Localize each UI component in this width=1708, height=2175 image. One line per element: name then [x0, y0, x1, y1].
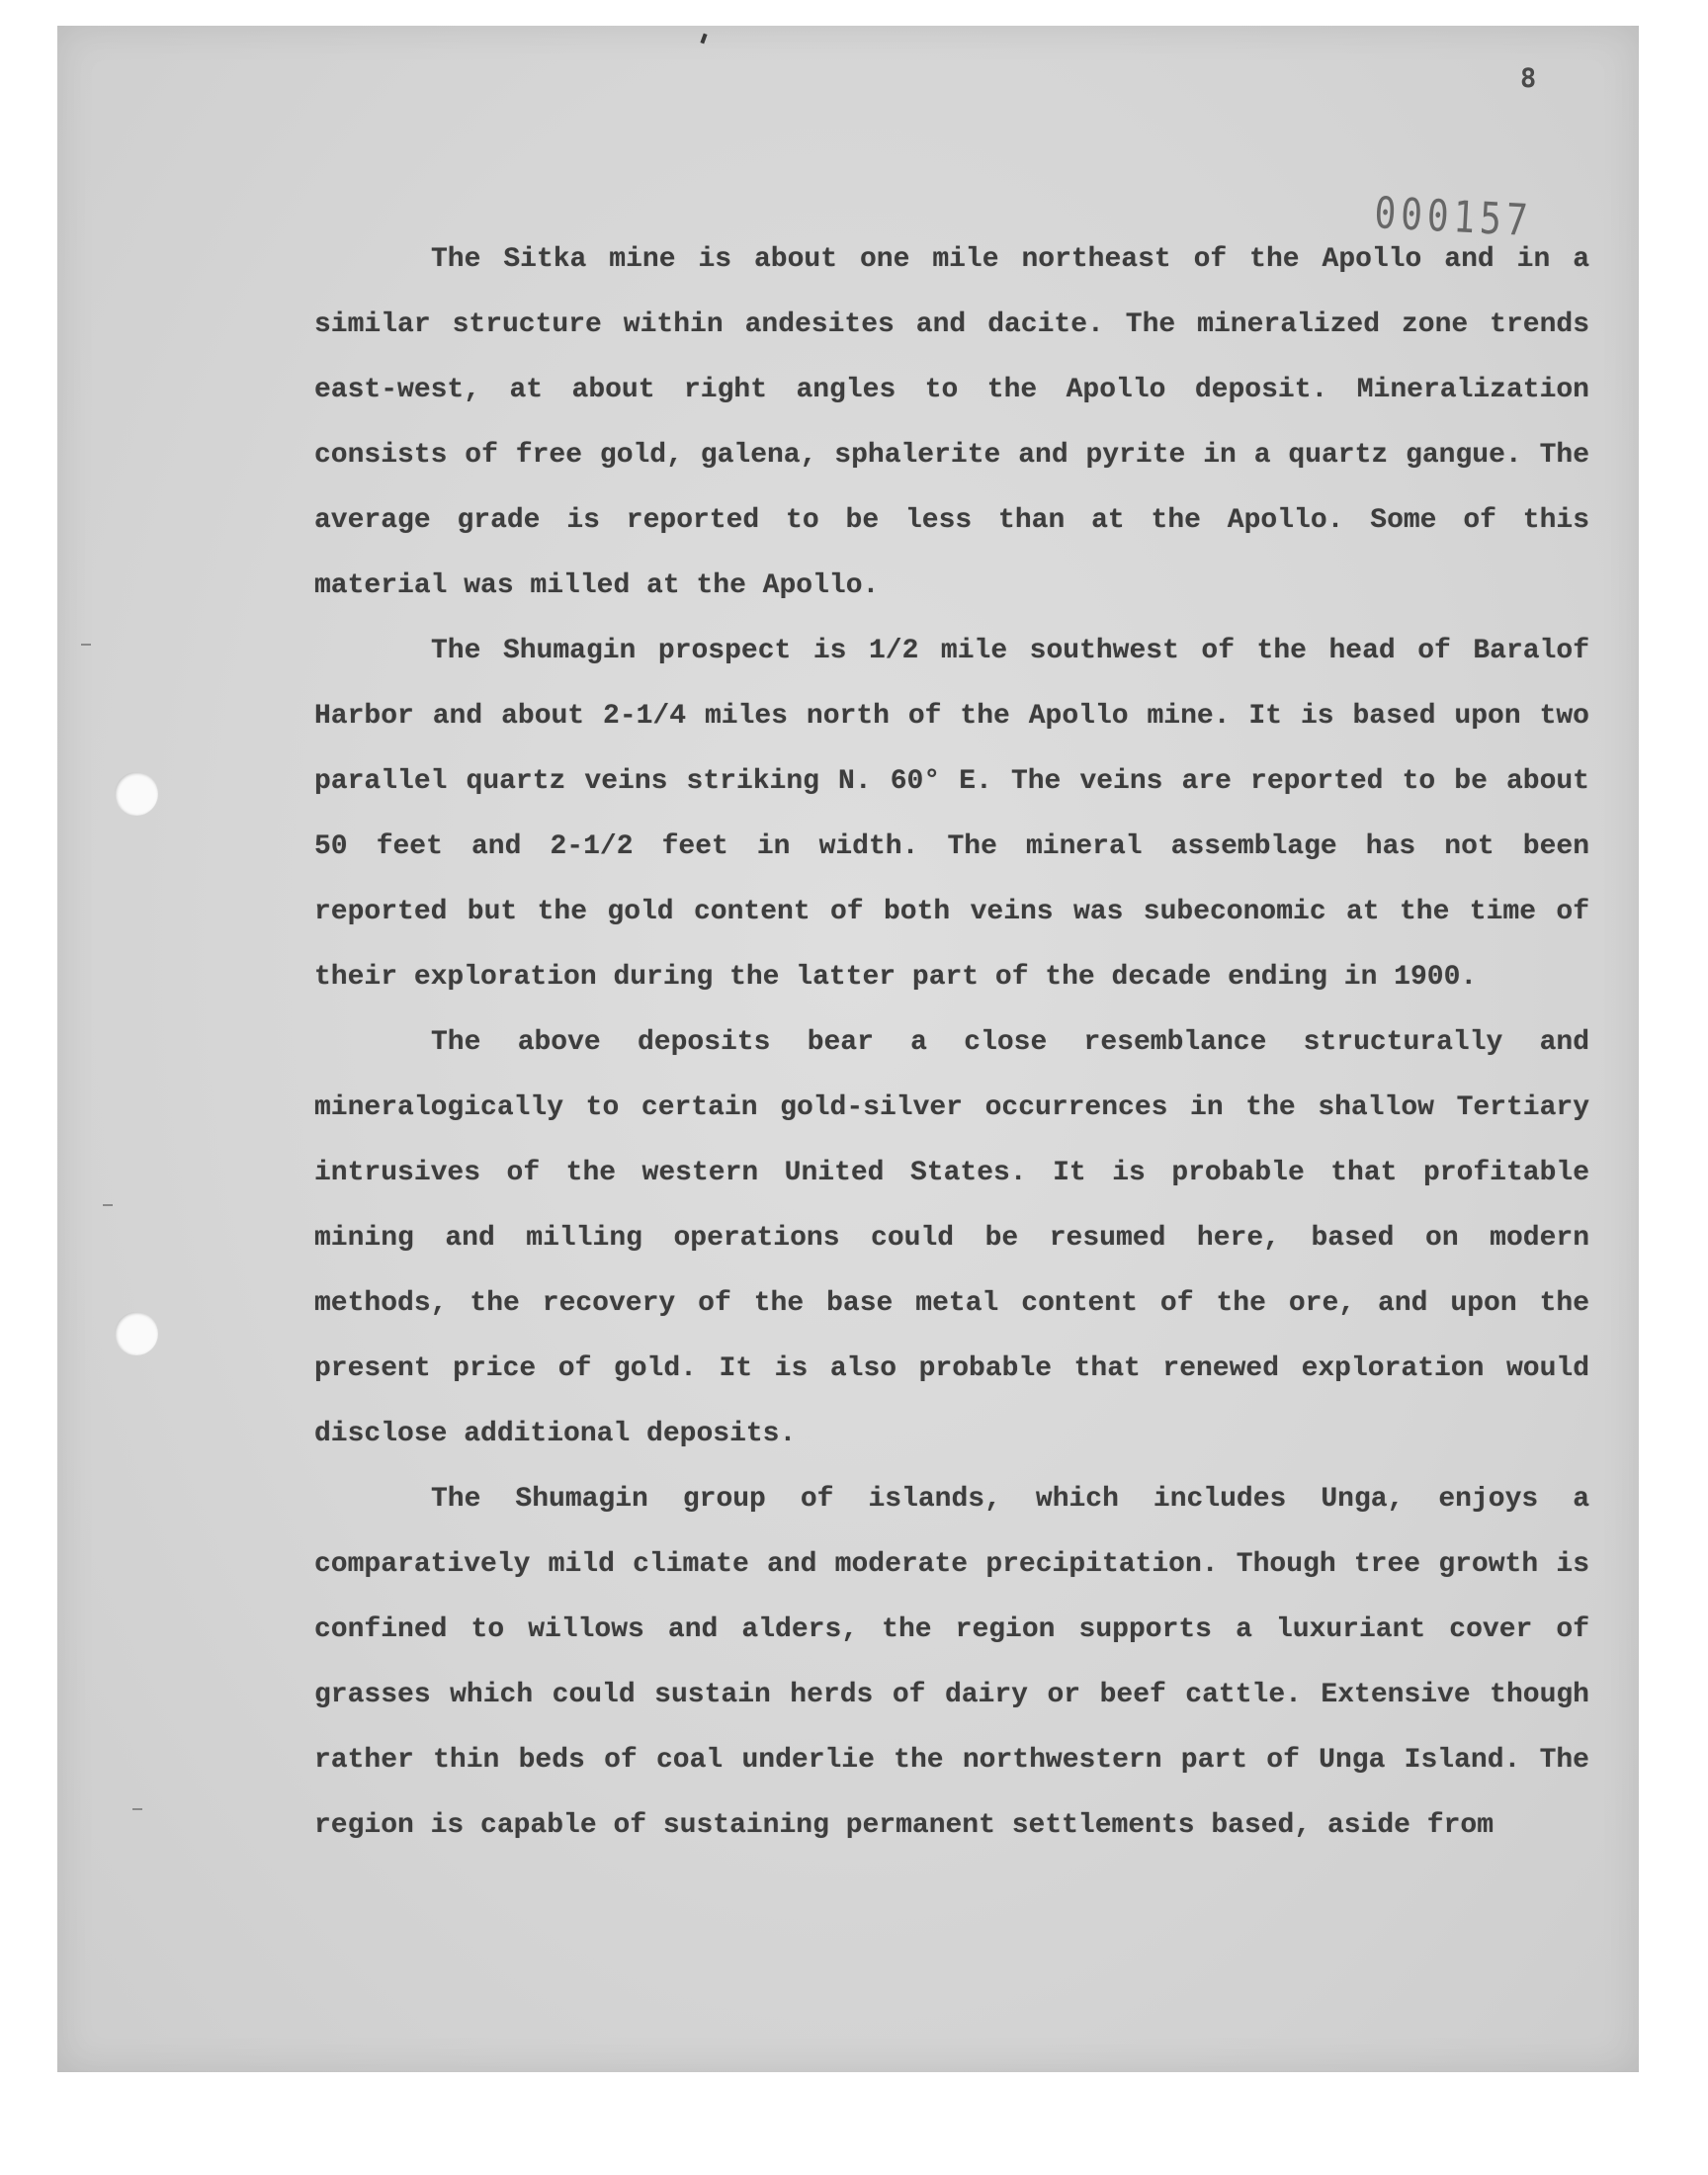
margin-mark: [132, 1808, 142, 1810]
paragraph-deposits-resemblance: The above deposits bear a close resemblance structurally and mineralogically to certain gold-silver occurrences in the shallow Tertiary intrusives of the western United States. It is probable that profitable mining and milling operations could be resumed here, based on modern methods, the recovery of the base metal content of the ore, and upon the present price of gold. It is also probable that renewed exploration would disclose additional deposits.: [314, 1027, 1589, 1449]
document-stamp-number: 000157: [1373, 188, 1534, 247]
punch-hole-bottom: [115, 1312, 158, 1355]
paragraph-sitka-mine: The Sitka mine is about one mile northeast of the Apollo and in a similar structure within andesites and dacite. The mineralized zone trends east-west, at about right angles to the Apollo deposit. Mineralization consists of free gold, galena, sphalerite and pyrite in a quartz gangue. The average grade is reported to be less than at the Apollo. Some of this material was milled at the Apollo.: [314, 244, 1589, 601]
paragraph-shumagin-islands: The Shumagin group of islands, which includes Unga, enjoys a comparatively mild climate and moderate precipitation. Though tree growth is confined to willows and alders, the region supports a luxuriant cover of grasses which could sustain herds of dairy or beef cattle. Extensive though rather thin beds of coal underlie the northwestern part of Unga Island. The region is capable of sustaining permanent settlements based, aside from: [314, 1484, 1589, 1841]
page-number: 8: [1520, 63, 1537, 94]
punch-hole-top: [115, 772, 158, 816]
margin-mark: [81, 644, 91, 646]
body-text: [314, 227, 1589, 1859]
margin-mark: [103, 1204, 113, 1206]
paragraph-shumagin-prospect: The Shumagin prospect is 1/2 mile southwest of the head of Baralof Harbor and about 2-1/4 miles north of the Apollo mine. It is based upon two parallel quartz veins striking N. 60° E. The veins are reported to be about 50 feet and 2-1/2 feet in width. The mineral assemblage has not been reported but the gold content of both veins was subeconomic at the time of their exploration during the latter part of the decade ending in 1900.: [314, 636, 1589, 993]
